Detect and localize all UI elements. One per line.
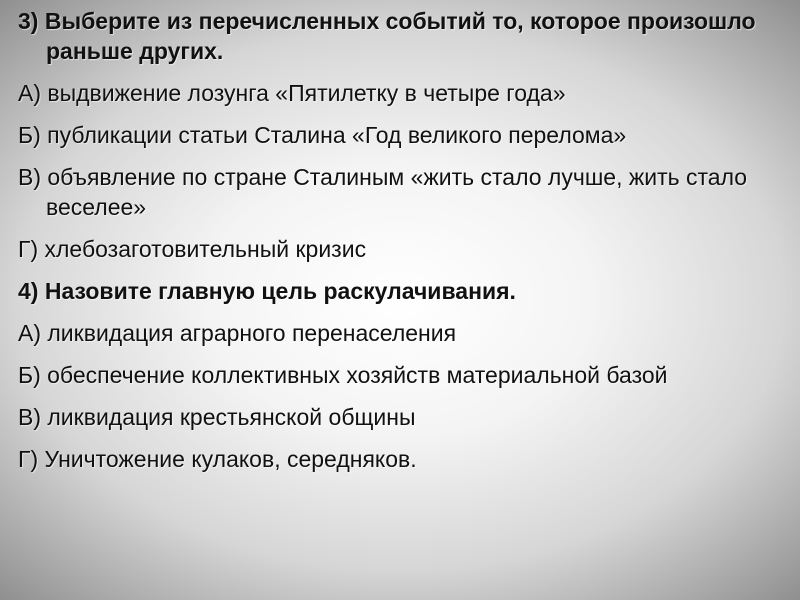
question-4-option-d: Г) Уничтожение кулаков, середняков. [18,446,417,472]
question-3-option-b: Б) публикации статьи Сталина «Год великого перелома» [18,122,627,148]
question-3-option-c: В) объявление по стране Сталиным «жить стало лучше, жить стало веселее» [18,164,748,220]
question-4-option-c: В) ликвидация крестьянской общины [18,404,416,430]
question-3-option-a: А) выдвижение лозунга «Пятилетку в четыре года» [18,80,566,106]
question-4-title: 4) Назовите главную цель раскулачивания. [18,278,516,304]
question-4-option-b: Б) обеспечение коллективных хозяйств материальной базой [18,362,668,388]
slide-content [18,6,788,486]
question-4-option-a: А) ликвидация аграрного перенаселения [18,320,457,346]
question-3-title: 3) Выберите из перечисленных событий то, которое произошло раньше других. [18,8,756,64]
question-3-option-d: Г) хлебозаготовительный кризис [18,236,367,262]
